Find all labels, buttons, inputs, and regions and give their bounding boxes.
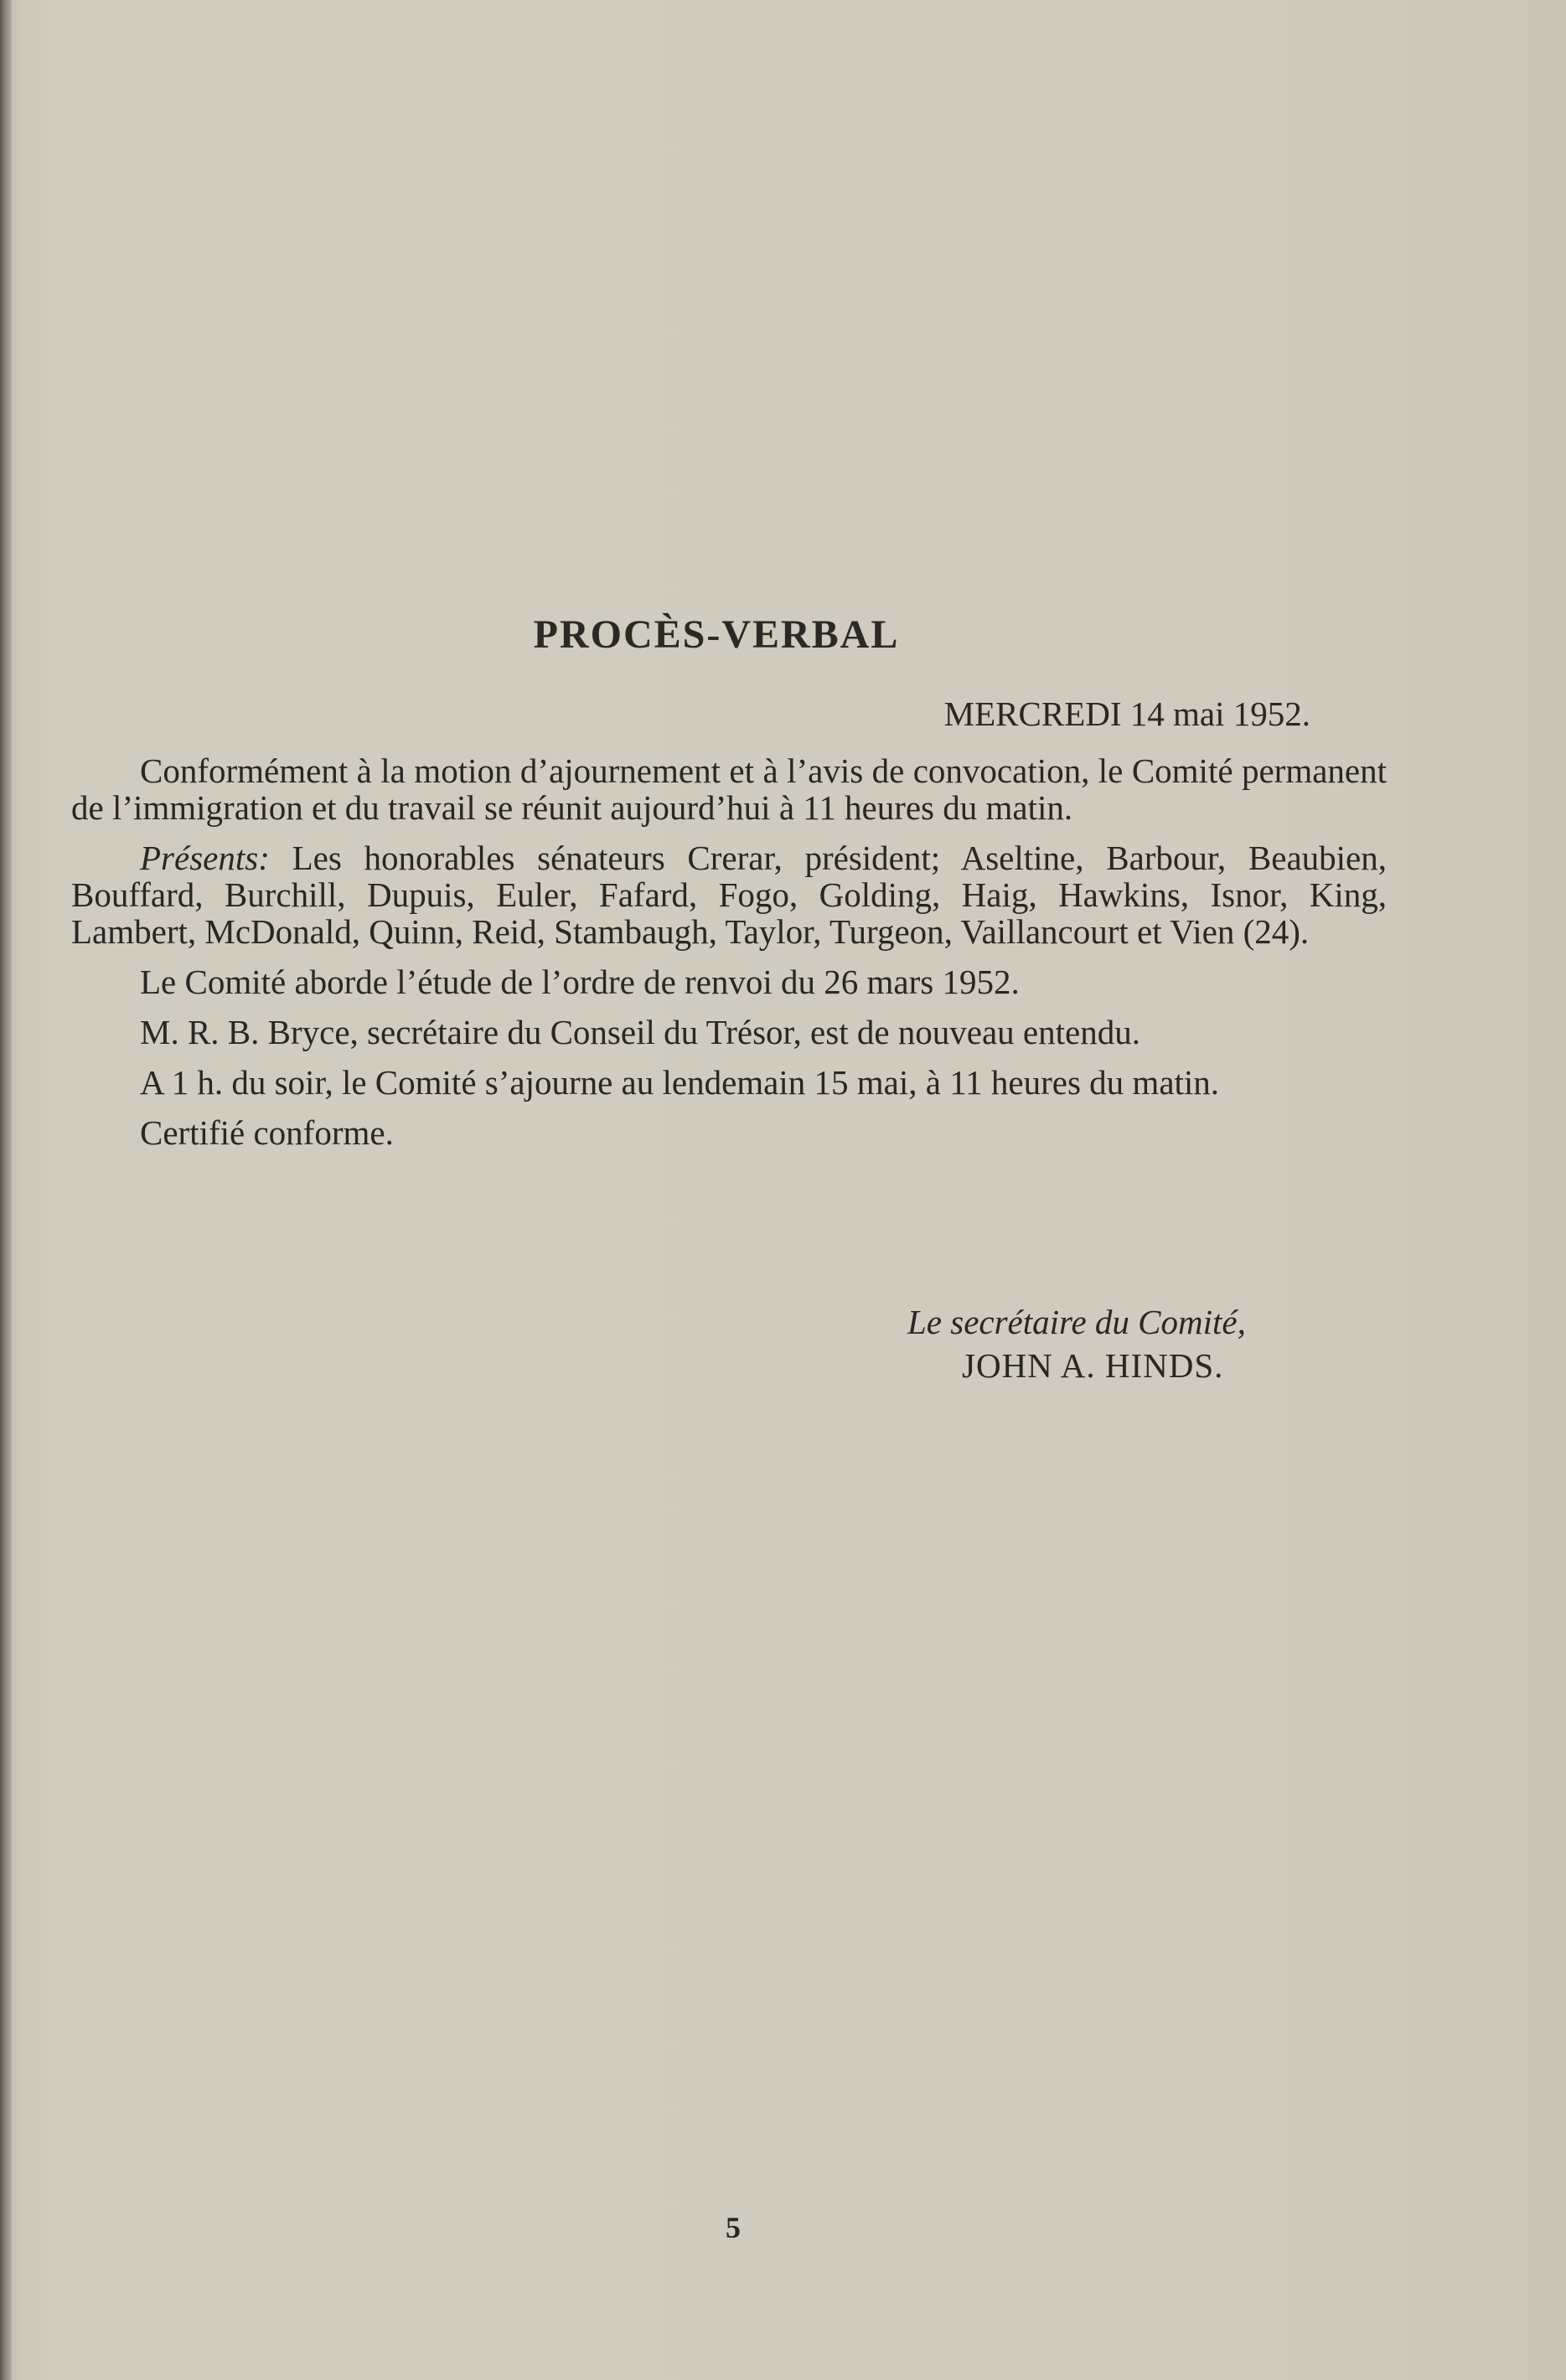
signature-block bbox=[907, 1300, 1246, 1387]
meeting-date-text: 14 mai 1952. bbox=[1121, 694, 1310, 733]
meeting-weekday: MERCREDI bbox=[943, 694, 1122, 733]
document-title: PROCÈS-VERBAL bbox=[533, 612, 900, 657]
page-binding-edge bbox=[0, 0, 12, 2380]
paragraph-text: Le Comité aborde l’étude de l’ordre de renvoi du 26 mars 1952. bbox=[140, 963, 1020, 1001]
paragraph-attendance bbox=[71, 839, 1387, 950]
paragraph-text: M. R. B. Bryce, secrétaire du Conseil du Trésor, est de nouveau entendu. bbox=[140, 1013, 1140, 1051]
paragraph-adjournment bbox=[71, 1064, 1387, 1101]
paragraph-text: Certifié conforme. bbox=[140, 1113, 394, 1152]
paragraph-convocation bbox=[71, 752, 1387, 826]
paragraph-certification bbox=[71, 1114, 1387, 1151]
paragraph-witness bbox=[71, 1014, 1387, 1051]
page-number: 5 bbox=[726, 2211, 741, 2244]
meeting-date bbox=[944, 694, 1310, 734]
paragraph-text: A 1 h. du soir, le Comité s’ajourne au lendemain 15 mai, à 11 heures du matin. bbox=[140, 1063, 1220, 1102]
signature-role: Le secrétaire du Comité, bbox=[907, 1303, 1246, 1341]
paragraph-order-of-reference bbox=[71, 963, 1387, 1000]
signature-name: JOHN A. HINDS. bbox=[962, 1346, 1224, 1385]
paragraph-text: Les honorables sénateurs Crerar, président; Aseltine, Barbour, Beaubien, Bouffard, Burchill, Dupuis, Euler, Fafard, Fogo, Golding, Haig, Hawkins, Isnor, King, Lambert, McDonald, Quinn, Reid, Stambaugh, Taylor, Turgeon, Vaillancourt et Vien (24). bbox=[71, 839, 1387, 951]
paragraph-lead: Présents: bbox=[140, 839, 270, 877]
paragraph-text: Conformément à la motion d’ajournement et à l’avis de convocation, le Comité permanent de l’immigration et du travail se réunit aujourd’hui à 11 heures du matin. bbox=[71, 751, 1387, 827]
minutes-body bbox=[71, 752, 1387, 1164]
